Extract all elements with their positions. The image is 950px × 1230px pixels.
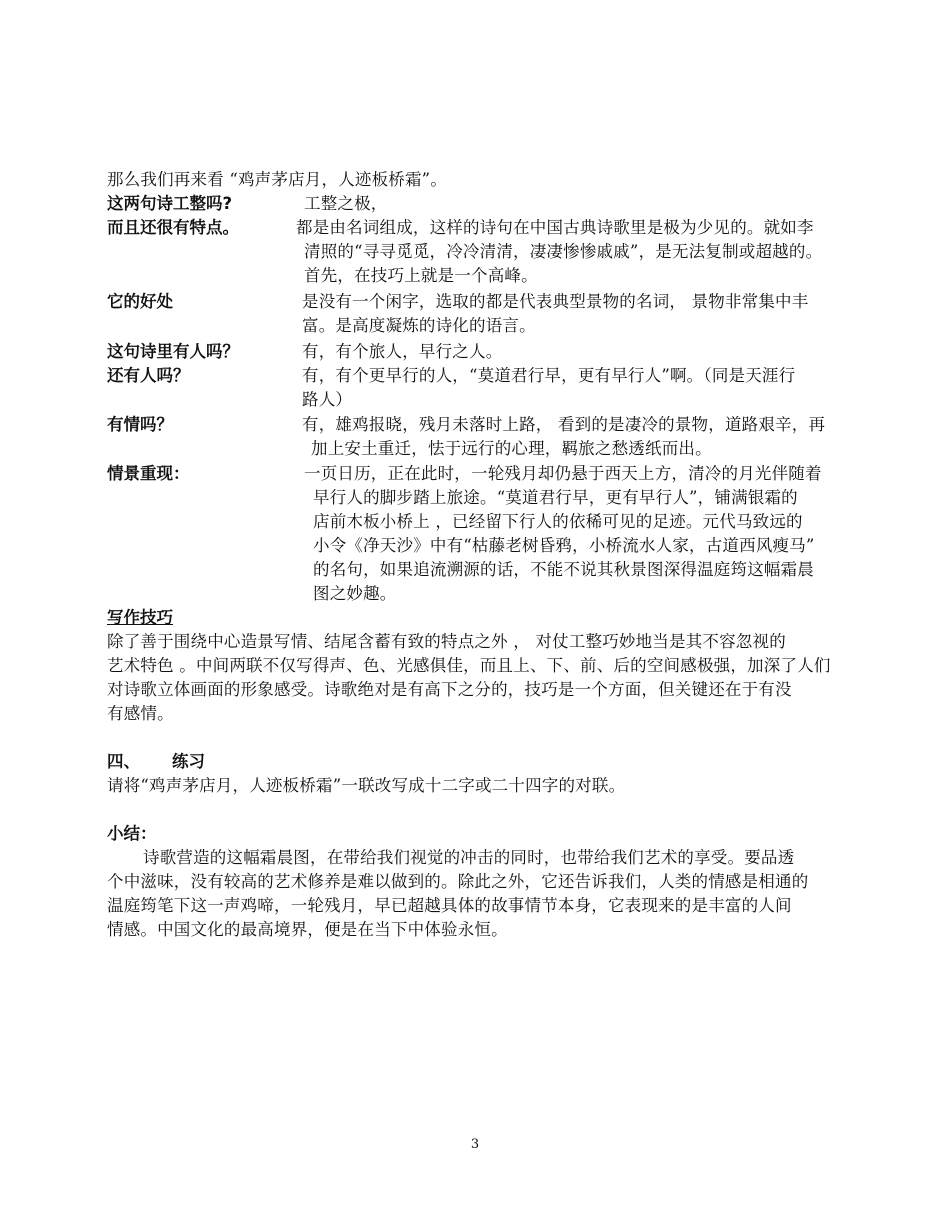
writing-skills-line-3: 对诗歌立体画面的形象感受。诗歌绝对是有高下之分的，技巧是一个方面，但关键还在于有没 (107, 680, 792, 699)
answer-5-line-1: 有，有个更早行的人，“莫道君行早，更有早行人”啊。（同是天涯行 (302, 366, 796, 385)
question-5: 还有人吗？ (107, 366, 190, 385)
question-7: 情景重现： (107, 464, 190, 483)
summary-line-2: 个中滋味，没有较高的艺术修养是难以做到的。除此之外，它还告诉我们，人类的情感是相通的 (107, 872, 809, 891)
answer-7-line-5: 的名句，如果追流溯源的话，不能不说其秋景图深得温庭筠这幅霜晨 (313, 560, 814, 579)
question-3: 它的好处 (107, 292, 173, 311)
answer-3-line-2: 富。是高度凝炼的诗化的语言。 (302, 316, 536, 335)
exercise-number: 四、 (107, 752, 140, 771)
exercise-heading: 练习 (172, 752, 205, 771)
summary-line-1: 诗歌营造的这幅霜晨图，在带给我们视觉的冲击的同时，也带给我们艺术的享受。要品透 (143, 848, 795, 867)
intro-line: 那么我们再来看 “鸡声茅店月，人迹板桥霜”。 (107, 170, 448, 189)
answer-7-line-1: 一页日历，正在此时，一轮残月却仍悬于西天上方，清冷的月光伴随着 (304, 464, 822, 483)
answer-3-line-1: 是没有一个闲字，选取的都是代表典型景物的名词， 景物非常集中丰 (302, 292, 809, 311)
question-1: 这两句诗工整吗? (107, 194, 233, 213)
answer-1-line-1: 工整之极， (304, 194, 388, 213)
answer-2-line-2: 清照的“寻寻觅觅，冷冷清清，凄凄惨惨戚戚”，是无法复制或超越的。 (304, 242, 823, 261)
question-2: 而且还很有特点。 (107, 218, 239, 237)
question-4: 这句诗里有人吗？ (107, 342, 239, 361)
writing-skills-heading: 写作技巧 (107, 608, 173, 627)
answer-2-line-3: 首先，在技巧上就是一个高峰。 (304, 266, 538, 285)
answer-7-line-4: 小令《净天沙》中有“枯藤老树昏鸦，小桥流水人家，古道西风瘦马” (313, 536, 815, 555)
exercise-text: 请将“鸡声茅店月，人迹板桥霜”一联改写成十二字或二十四字的对联。 (107, 776, 626, 795)
summary-line-4: 情感。中国文化的最高境界，便是在当下中体验永恒。 (107, 920, 508, 939)
summary-heading: 小结： (107, 824, 157, 843)
page-number: 3 (470, 1137, 480, 1152)
answer-7-line-3: 店前木板小桥上 ，已经留下行人的依稀可见的足迹。元代马致远的 (313, 512, 803, 531)
answer-7-line-6: 图之妙趣。 (313, 584, 397, 603)
writing-skills-line-2: 艺术特色 。中间两联不仅写得声、色、光感俱佳，而且上、下、前、后的空间感极强，加深了人们 (107, 656, 831, 675)
writing-skills-line-4: 有感情。 (107, 704, 174, 723)
writing-skills-line-1: 除了善于围绕中心造景写情、结尾含蓄有致的特点之外 ， 对仗工整巧妙地当是其不容忽视的 (107, 632, 786, 651)
summary-line-3: 温庭筠笔下这一声鸡啼，一轮残月，早已超越具体的故事情节本身，它表现来的是丰富的人间 (107, 896, 792, 915)
answer-5-line-2: 路人） (302, 390, 353, 409)
answer-7-line-2: 早行人的脚步踏上旅途。“莫道君行早，更有早行人”，铺满银霜的 (313, 488, 798, 507)
answer-4-line-1: 有，有个旅人，早行之人。 (302, 342, 503, 361)
answer-6-line-1: 有，雄鸡报晓，残月未落时上路， 看到的是凄冷的景物，道路艰辛，再 (302, 415, 826, 434)
question-6: 有情吗？ (107, 415, 173, 434)
answer-2-line-1: 都是由名词组成，这样的诗句在中国古典诗歌里是极为少见的。就如李 (296, 218, 814, 237)
answer-6-line-2: 加上安土重迁，怯于远行的心理，羁旅之愁透纸而出。 (311, 439, 712, 458)
